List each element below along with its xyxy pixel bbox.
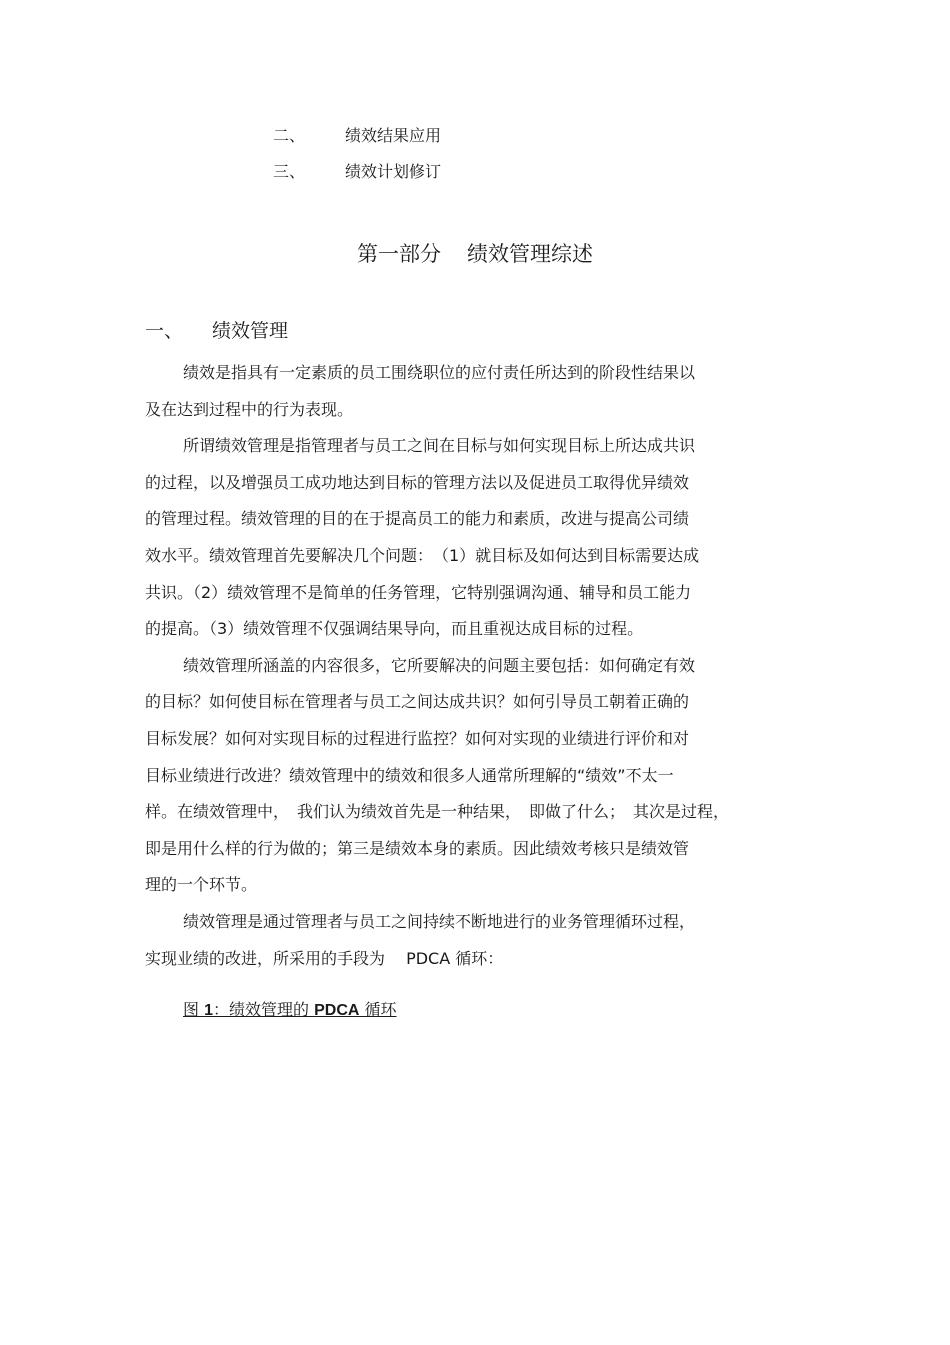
text-line: 理的一个环节。 [145, 875, 258, 895]
paragraph-pdca [145, 904, 795, 977]
text-line: 目标发展？如何对实现目标的过程进行监控？如何对实现的业绩进行评价和对 [145, 728, 690, 748]
toc-item-results-application [273, 126, 441, 146]
caption-prefix: 图 [183, 1000, 205, 1019]
paragraph-management [145, 428, 795, 648]
text-line: 的目标？如何使目标在管理者与员工之间达成共识？如何引导员工朝着正确的 [145, 692, 690, 712]
body-text [145, 355, 795, 977]
section-number: 一、 [145, 320, 184, 342]
caption-number: 1 [204, 1002, 213, 1019]
part-heading: 绩效管理综述 [467, 242, 593, 266]
figure-caption [183, 998, 397, 1023]
toc-item-number: 二、 [273, 126, 306, 145]
text-line: 目标业绩进行改进？绩效管理中的绩效和很多人通常所理解的“绩效”不太一 [145, 765, 674, 785]
text-line: 绩效管理是通过管理者与员工之间持续不断地进行的业务管理循环过程， [183, 911, 696, 931]
text-line: 实现业绩的改进，所采用的手段为 PDCA 循环： [145, 948, 504, 968]
toc-item-title: 绩效结果应用 [345, 126, 442, 145]
text-line: 绩效是指具有一定素质的员工围绕职位的应付责任所达到的阶段性结果以 [183, 363, 696, 382]
text-line: 及在达到过程中的行为表现。 [145, 399, 354, 419]
text-line: 的管理过程。绩效管理的目的在于提高员工的能力和素质，改进与提高公司绩 [145, 509, 690, 529]
toc-item-title: 绩效计划修订 [345, 162, 442, 181]
paragraph-scope [145, 648, 795, 904]
text-line: 的提高。（3）绩效管理不仅强调结果导向，而且重视达成目标的过程。 [145, 619, 644, 639]
text-line: 样。在绩效管理中， 我们认为绩效首先是一种结果， 即做了什么； 其次是过程， [145, 802, 730, 822]
part-title [0, 240, 950, 268]
paragraph-definition [145, 355, 795, 428]
text-line: 绩效管理所涵盖的内容很多，它所要解决的问题主要包括：如何确定有效 [183, 655, 696, 675]
caption-suffix: 循环 [359, 1000, 397, 1019]
part-label: 第一部分 [357, 242, 441, 266]
text-line: 共识。（2）绩效管理不是简单的任务管理，它特别强调沟通、辅导和员工能力 [145, 582, 692, 602]
toc-item-plan-revision [273, 162, 441, 182]
text-line: 即是用什么样的行为做的；第三是绩效本身的素质。因此绩效考核只是绩效管 [145, 838, 690, 858]
text-line: 的过程，以及增强员工成功地达到目标的管理方法以及促进员工取得优异绩效 [145, 472, 690, 492]
caption-pdca: PDCA [314, 1002, 360, 1019]
toc-item-number: 三、 [273, 162, 306, 181]
section-heading [145, 318, 288, 344]
text-line: 效水平。绩效管理首先要解决几个问题： （1）就目标及如何达到目标需要达成 [145, 545, 700, 565]
text-line: 所谓绩效管理是指管理者与员工之间在目标与如何实现目标上所达成共识 [183, 436, 696, 456]
section-title: 绩效管理 [212, 320, 289, 342]
caption-separator: ：绩效管理的 [213, 1000, 315, 1019]
